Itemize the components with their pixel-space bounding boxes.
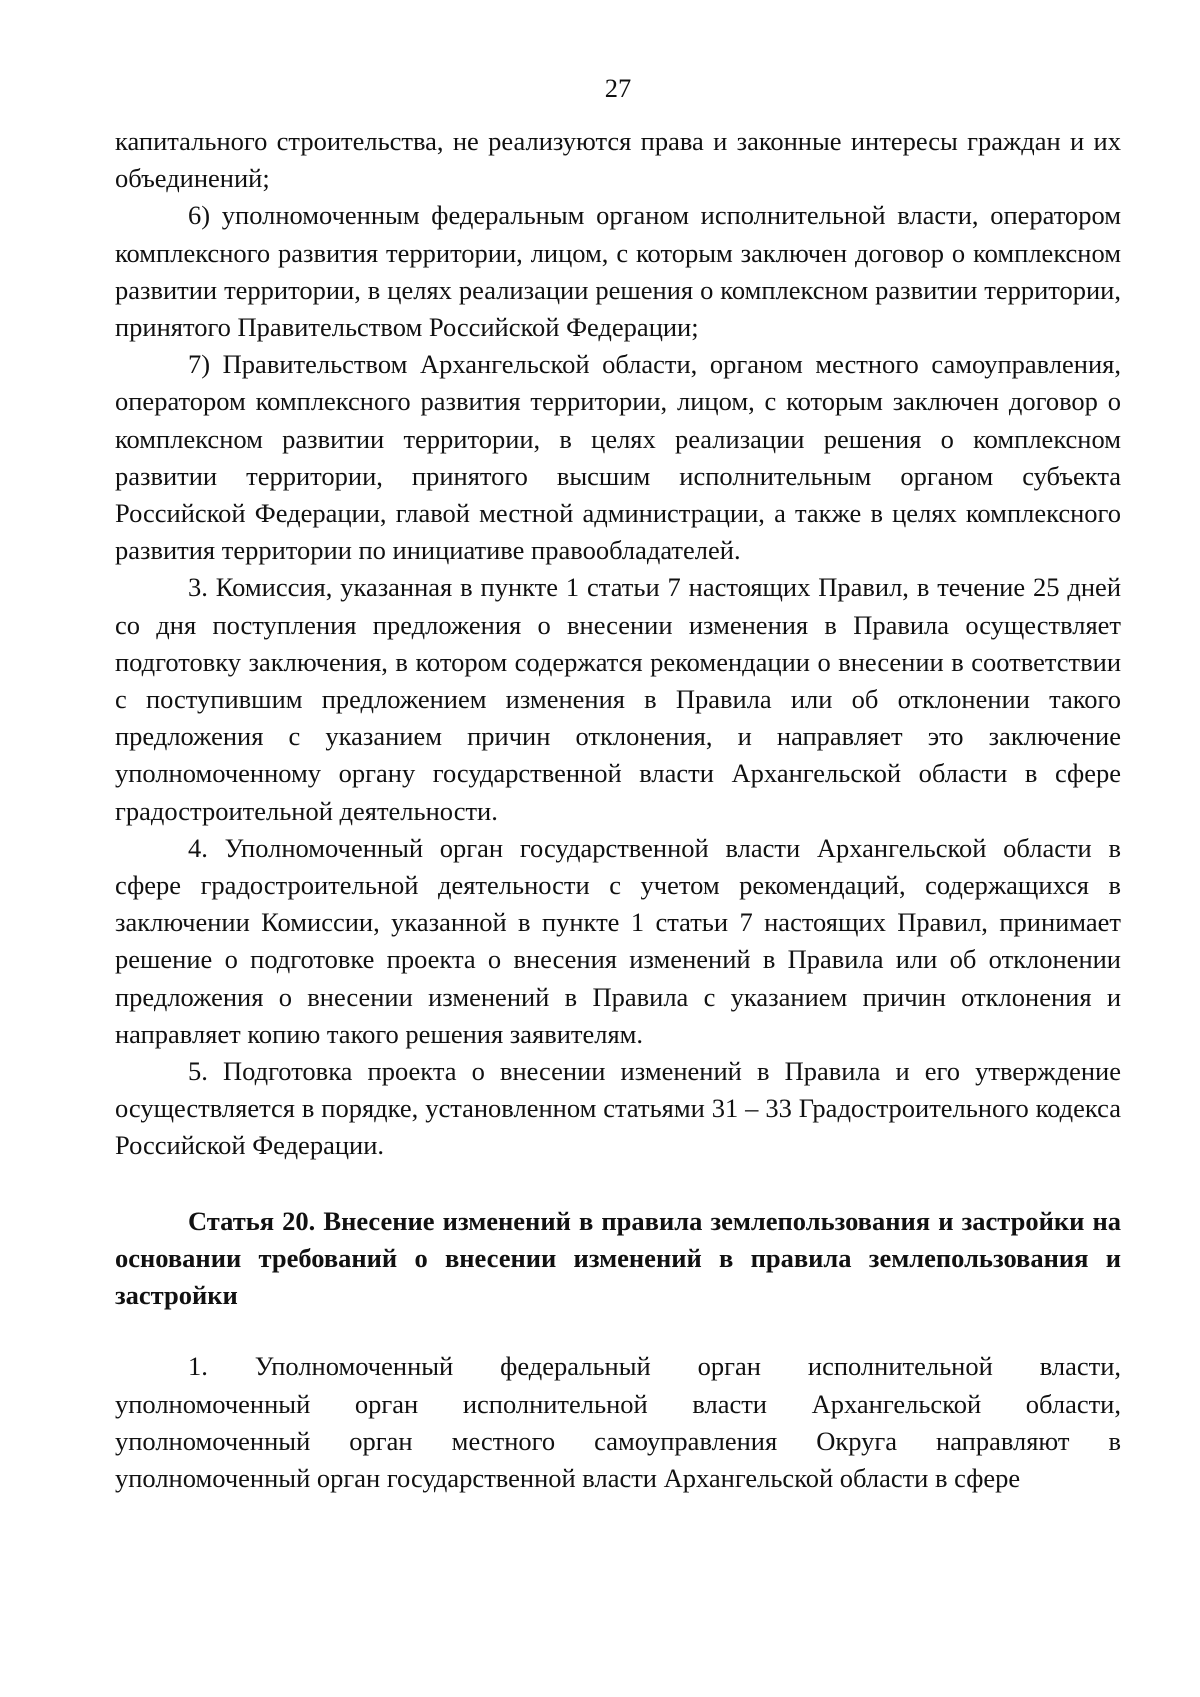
paragraph-item-5: 5. Подготовка проекта о внесении изменений в Правила и его утверждение осуществляется в порядке, установленном статьями 31 – 33 Градостроительного кодекса Российской Федерации. xyxy=(115,1056,1121,1161)
page-number: 27 xyxy=(604,73,632,103)
list-item-6: 6) уполномоченным федеральным органом исполнительной власти, оператором комплексного развития территории, лицом, с которым заключен договор о комплексном развитии территории, в целях реализации решения о комплексном развитии территории, принятого Правительством Российской Федерации; xyxy=(115,200,1121,343)
list-item-7: 7) Правительством Архангельской области, органом местного самоуправления, оператором комплексного развития территории, лицом, с которым заключен договор о комплексном развитии территории, в целях реализации решения о комплексном развитии территории, принятого высшим исполнительным органом субъекта Российской Федерации, главой местной администрации, а также в целях комплексного развития территории по инициативе правообладателей. xyxy=(115,349,1121,566)
article-paragraph-item-1: 1. Уполномоченный федеральный орган исполнительной власти, уполномоченный орган исполнительной власти Архангельской области, уполномоченный орган местного самоуправления Округа направляют в уполномоченный орган государственной власти Архангельской области в сфере xyxy=(115,1351,1121,1493)
article-heading: Статья 20. Внесение изменений в правила землепользования и застройки на основании требований о внесении изменений в правила землепользования и застройки xyxy=(115,1205,1121,1311)
paragraph-continuation: капитального строительства, не реализуются права и законные интересы граждан и их объединений; xyxy=(115,126,1121,194)
paragraph-item-3: 3. Комиссия, указанная в пункте 1 статьи 7 настоящих Правил, в течение 25 дней со дня поступления предложения о внесении изменения в Правила осуществляет подготовку заключения, в котором содержатся рекомендации о внесении в соответствии с поступившим предложением изменения в Правила или об отклонении такого предложения с указанием причин отклонения, и направляет это заключение уполномоченному органу государственной власти Архангельской области в сфере градостроительной деятельности. xyxy=(115,572,1121,826)
document-page xyxy=(115,70,1121,1497)
paragraph-item-4: 4. Уполномоченный орган государственной власти Архангельской области в сфере градостроительной деятельности с учетом рекомендаций, содержащихся в заключении Комиссии, указанной в пункте 1 статьи 7 настоящих Правил, принимает решение о подготовке проекта о внесения изменений в Правила или об отклонении предложения о внесении изменений в Правила с указанием причин отклонения и направляет копию такого решения заявителям. xyxy=(115,832,1121,1049)
